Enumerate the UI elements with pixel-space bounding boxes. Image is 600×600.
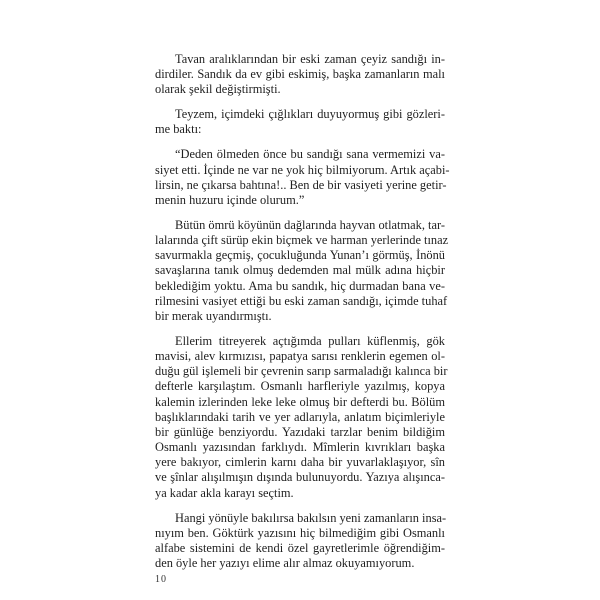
paragraph (155, 107, 445, 137)
text-line: Tavan aralıklarından bir eski zaman çeyiz sandığı in- (175, 52, 445, 66)
text-line: alfabe sistemini de kendi özel gayretlerimle öğrendiğim- (155, 540, 445, 555)
text-line: Bütün ömrü köyünün dağlarında hayvan otlatmak, tar- (175, 217, 445, 232)
text-line: ya kadar akla karayı seçtim. (155, 485, 294, 500)
text-line: menin huzuru içinde olurum.” (155, 192, 305, 207)
text-line: savurmakla geçmiş, çocukluğunda Yunan’ı görmüş, İnönü (155, 248, 445, 263)
text-line: lirsin, ne çıkarsa bahtına!.. Ben de bir vasiyeti yerine getir- (155, 177, 447, 192)
text-line: mavisi, alev kırmızısı, papatya sarısı renklerin egemen ol- (155, 348, 445, 363)
paragraph (155, 511, 445, 572)
text-line: “Deden ölmeden önce bu sandığı sana vermemizi va- (175, 147, 445, 162)
text-line: me baktı: (155, 122, 202, 137)
text-line: beklediğim yoktu. Ama bu sandık, hiç durmadan bana ve- (155, 278, 445, 293)
text-line: yere bakıyor, cimlerin karnı daha bir yuvarlaklaşıyor, sîn (155, 455, 445, 470)
text-line: rilmesini vasiyet ettiği bu eski zaman sandığı, içimde tuhaf (155, 293, 448, 308)
text-line: Osmanlı yazısından farklıydı. Mîmlerin kıvrıkları başka (155, 440, 445, 455)
text-line: duğu gül işlemeli bir çevrenin sarıp sarmaladığı kalınca bir (155, 364, 448, 379)
text-line: Hangi yönüyle bakılırsa bakılsın yeni zamanların insa- (175, 510, 447, 525)
paragraph (155, 333, 448, 501)
text-line: olarak şekil değiştirmişti. (155, 82, 281, 97)
text-line: nıyım ben. Göktürk yazısını hiç bilmediğim gibi Osmanlı (155, 525, 445, 540)
page-body (155, 52, 450, 581)
text-line: ve şînlar alışılmışın dışında bulunuyordu. Yazıya alışınca- (155, 470, 445, 485)
text-line: Ellerim titreyerek açtığımda pulları küflenmiş, gök (175, 333, 445, 348)
paragraph (155, 52, 445, 98)
text-line: siyet etti. İçinde ne var ne yok hiç bilmiyorum. Artık açabi- (155, 162, 450, 177)
text-line: defterle karşılaştım. Osmanlı harfleriyle yazılmış, kopya (155, 379, 445, 394)
text-line: lalarında çift sürüp ekin biçmek ve harman yerlerinde tınaz (155, 232, 449, 247)
text-line: kalemin izlerinden leke leke olmuş bir defterdi bu. Bölüm (155, 394, 445, 409)
paragraph (155, 217, 449, 324)
text-line: den öyle her yazıyı elime alır almaz okuyamıyorum. (155, 556, 415, 571)
text-line: başlıklarındaki tarih ve yer adlarıyla, anlatım biçimleriyle (155, 409, 445, 424)
text-line: savaşlarına tanık olmuş dedemden mal mülk adına hiçbir (155, 263, 445, 278)
text-line: dirdiler. Sandık da ev gibi eskimiş, başka zamanların malı (155, 67, 445, 82)
paragraph (155, 147, 450, 208)
page-number: 10 (155, 574, 167, 585)
text-line: bir günlüğe benziyordu. Yazıdaki tarzlar benim bildiğim (155, 424, 445, 439)
text-line: Teyzem, içimdeki çığlıkları duyuyormuş gibi gözleri- (175, 107, 445, 122)
text-line: bir merak uyandırmıştı. (155, 308, 272, 323)
